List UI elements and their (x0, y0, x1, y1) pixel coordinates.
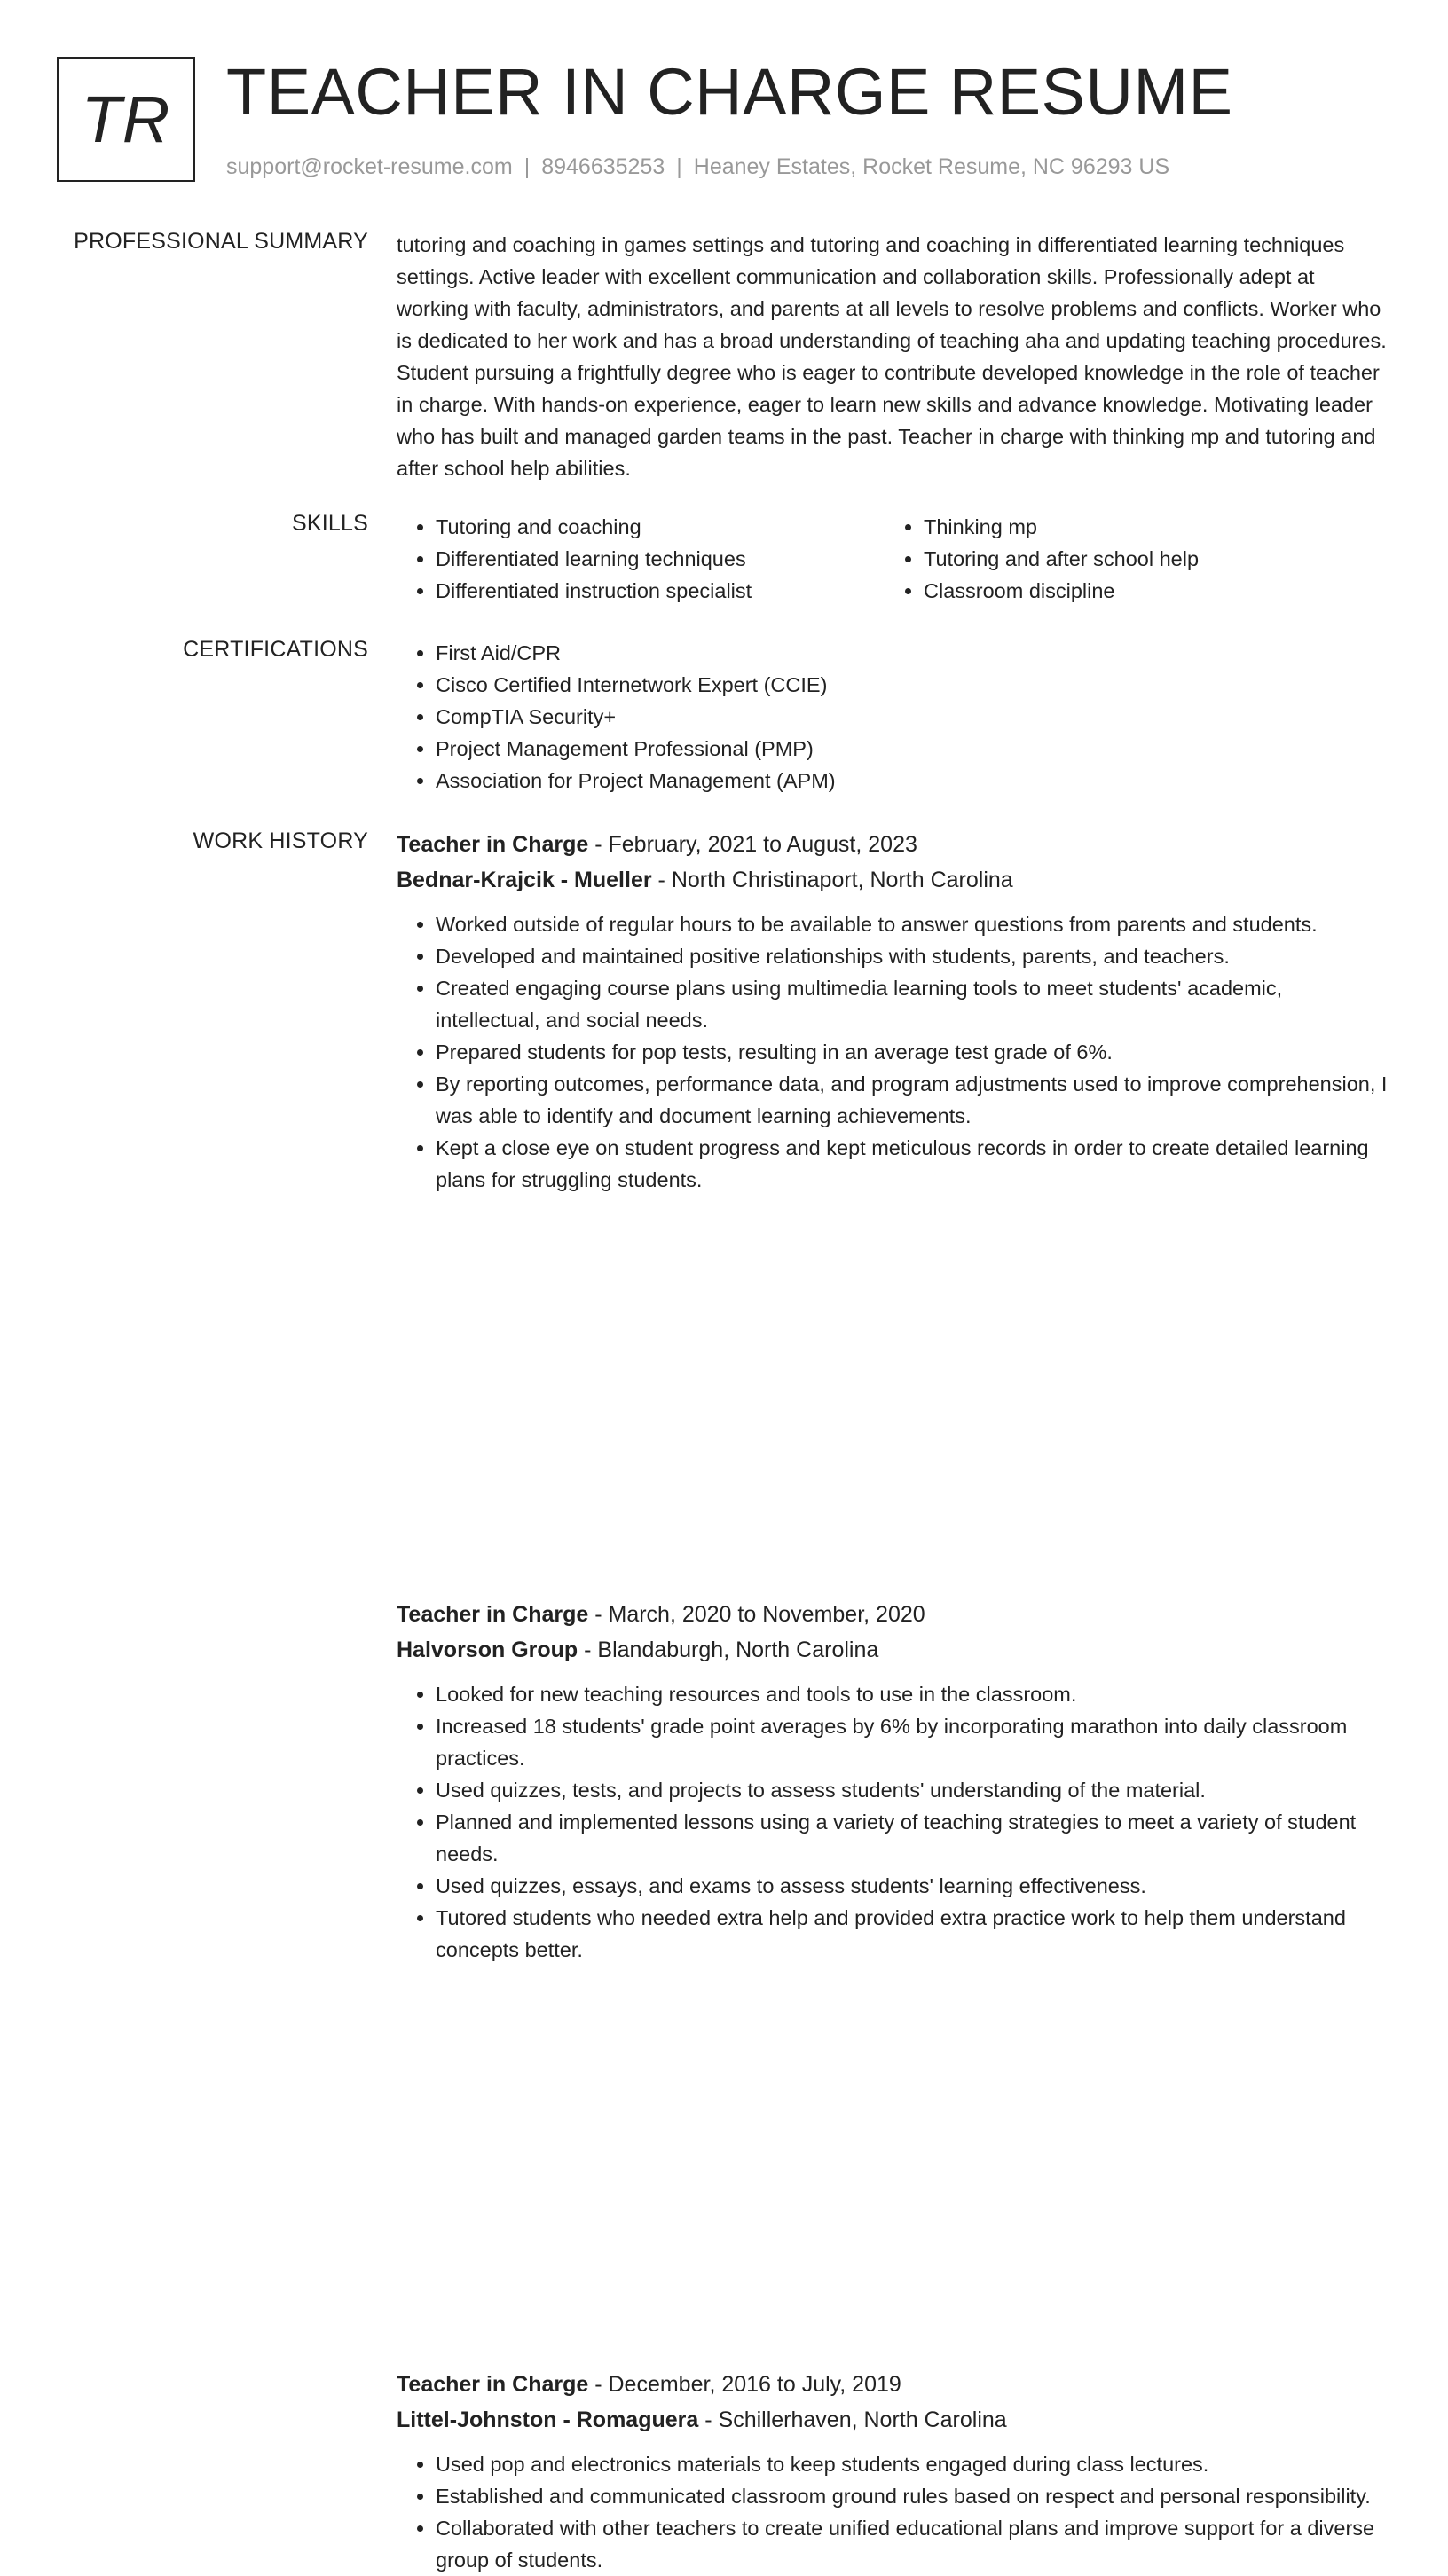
contact-email: support@rocket-resume.com (226, 154, 513, 179)
certification-item: • CompTIA Security+ (436, 701, 1388, 733)
job-bullet: • Increased 18 students' grade point averages by 6% by incorporating marathon into daily classroom practices. (436, 1710, 1388, 1774)
contact-separator: | (676, 154, 682, 179)
job-location: Schillerhaven, North Carolina (718, 2407, 1007, 2432)
summary-body (397, 229, 1388, 484)
job-dates: December, 2016 to July, 2019 (608, 2372, 901, 2397)
resume-header (57, 57, 1388, 190)
resume-title: TEACHER IN CHARGE RESUME (226, 55, 1233, 129)
job-bullet: • Worked outside of regular hours to be available to answer questions from parents and students. (436, 908, 1388, 940)
job-bullet: • Tutored students who needed extra help and provided extra practice work to help them understand concepts better. (436, 1902, 1388, 1966)
job-title-line (397, 2367, 1388, 2402)
job-company-line (397, 862, 1388, 898)
job-dates: March, 2020 to November, 2020 (608, 1602, 925, 1627)
job-title: Teacher in Charge (397, 832, 589, 857)
job-dash: - (588, 1602, 609, 1627)
job-title: Teacher in Charge (397, 2372, 589, 2397)
contact-phone: 8946635253 (541, 154, 665, 179)
contact-line (226, 154, 1169, 180)
section-label-summary: PROFESSIONAL SUMMARY (74, 229, 368, 254)
job-location: Blandaburgh, North Carolina (597, 1637, 879, 1662)
skill-item: • Tutoring and coaching (436, 511, 885, 543)
job-bullet: • Developed and maintained positive relationships with students, parents, and teachers. (436, 940, 1388, 972)
job-entry (397, 2367, 1388, 2576)
skill-item: • Differentiated learning techniques (436, 543, 885, 575)
job-dash: - (651, 868, 672, 892)
skills-column-left (397, 511, 885, 607)
job-bullet: • Established and communicated classroom ground rules based on respect and personal responsibility. (436, 2480, 1388, 2512)
skills-column-right (885, 511, 1373, 607)
certifications-body (397, 637, 1388, 797)
job-location: North Christinaport, North Carolina (671, 868, 1013, 892)
job-bullet: • Used quizzes, essays, and exams to assess students' learning effectiveness. (436, 1870, 1388, 1902)
job-title: Teacher in Charge (397, 1602, 589, 1627)
contact-address: Heaney Estates, Rocket Resume, NC 96293 US (693, 154, 1170, 179)
job-company: Halvorson Group (397, 1637, 578, 1662)
work-history-section (57, 827, 1388, 2572)
job-dash: - (588, 832, 609, 857)
contact-separator: | (523, 154, 531, 179)
job-bullet: • Planned and implemented lessons using a variety of teaching strategies to meet a variety of student needs. (436, 1806, 1388, 1870)
skill-item: • Thinking mp (924, 511, 1373, 543)
job-bullet: • Kept a close eye on student progress and kept meticulous records in order to create detailed learning plans for struggling students. (436, 1132, 1388, 1196)
certification-item: • First Aid/CPR (436, 637, 1388, 669)
monogram-logo: TR (57, 57, 195, 182)
certification-item: • Association for Project Management (APM) (436, 765, 1388, 797)
skills-body (397, 511, 1388, 607)
job-entry (397, 827, 1388, 1196)
job-dash: - (588, 2372, 609, 2397)
job-bullet: • Used quizzes, tests, and projects to assess students' understanding of the material. (436, 1774, 1388, 1806)
job-bullet: • Prepared students for pop tests, resulting in an average test grade of 6%. (436, 1036, 1388, 1068)
section-label-certifications: CERTIFICATIONS (183, 637, 368, 662)
skill-item: • Tutoring and after school help (924, 543, 1373, 575)
job-bullet: • Used pop and electronics materials to keep students engaged during class lectures. (436, 2448, 1388, 2480)
job-dates: February, 2021 to August, 2023 (608, 832, 917, 857)
job-bullet: • By reporting outcomes, performance data, and program adjustments used to improve comprehension, I was able to identify and document learning achievements. (436, 1068, 1388, 1132)
job-company-line (397, 1632, 1388, 1668)
job-dash: - (578, 1637, 598, 1662)
job-bullet: • Created engaging course plans using multimedia learning tools to meet students' academic, intellectual, and social needs. (436, 972, 1388, 1036)
job-company-line (397, 2402, 1388, 2438)
summary-text: tutoring and coaching in games settings and tutoring and coaching in differentiated learning techniques settings. Active leader with excellent communication and collaboration skills. Professionally adept at working with faculty, administrators, and parents at all levels to resolve problems and conflicts. Worker who is dedicated to her work and has a broad understanding of teaching aha and updating teaching procedures. Student pursuing a frightfully degree who is eager to contribute developed knowledge in the role of teacher in charge. With hands-on experience, eager to learn new skills and advance knowledge. Motivating leader who has built and managed garden teams in the past. Teacher in charge with thinking mp and tutoring and after school help abilities. (397, 233, 1387, 480)
job-company: Littel-Johnston - Romaguera (397, 2407, 699, 2432)
job-dash: - (698, 2407, 719, 2432)
skill-item: • Classroom discipline (924, 575, 1373, 607)
job-company: Bednar-Krajcik - Mueller (397, 868, 652, 892)
certification-item: • Project Management Professional (PMP) (436, 733, 1388, 765)
certification-item: • Cisco Certified Internetwork Expert (CCIE) (436, 669, 1388, 701)
skill-item: • Differentiated instruction specialist (436, 575, 885, 607)
section-label-skills: SKILLS (292, 511, 368, 536)
section-label-work-history: WORK HISTORY (193, 829, 368, 853)
job-bullet: • Looked for new teaching resources and tools to use in the classroom. (436, 1678, 1388, 1710)
job-title-line (397, 1597, 1388, 1632)
job-title-line (397, 827, 1388, 862)
job-bullet: • Collaborated with other teachers to create unified educational plans and improve support for a diverse group of students. (436, 2512, 1388, 2576)
job-entry (397, 1597, 1388, 1966)
